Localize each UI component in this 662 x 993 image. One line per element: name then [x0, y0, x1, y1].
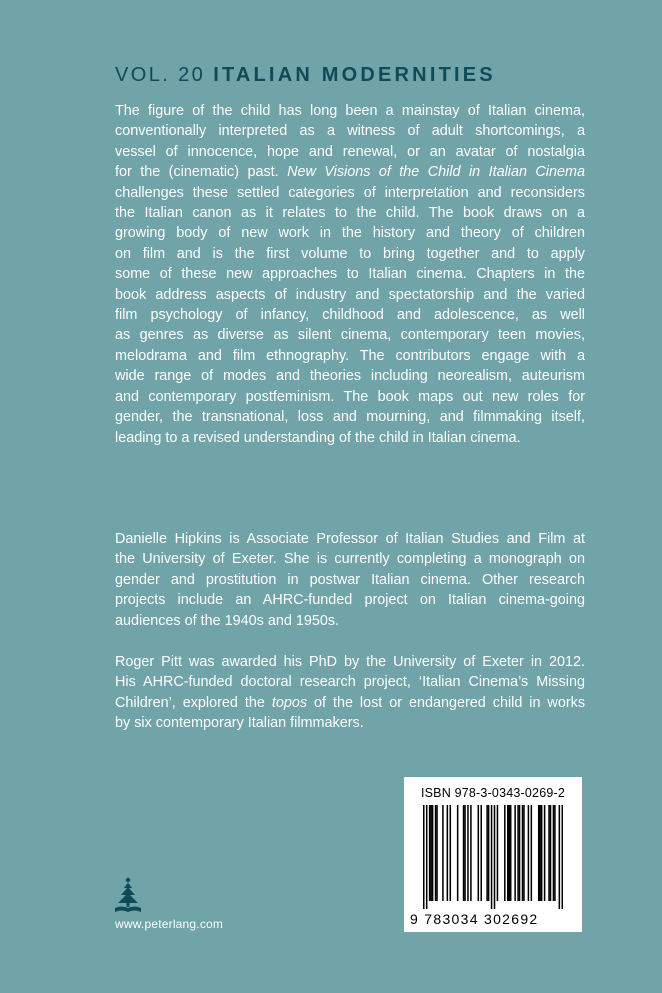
barcode-bar: [430, 805, 432, 901]
text-line: on film and is the first volume to bring together and to apply: [115, 245, 585, 262]
publisher-url: www.peterlang.com: [115, 917, 224, 931]
series-header: [115, 60, 595, 90]
text-line: and contemporary postfeminism. The book maps out new roles for: [115, 388, 585, 405]
barcode-bar: [432, 805, 434, 901]
barcode-bar: [508, 805, 510, 901]
barcode-bar: [447, 805, 449, 901]
italic-term: topos: [271, 694, 308, 711]
barcode-bar: [470, 805, 472, 901]
barcode-bar: [426, 805, 428, 909]
text-line-with-title: [115, 162, 585, 182]
barcode-bar: [531, 805, 533, 901]
text-line: leading to a revised understanding of the child in Italian cinema.: [115, 429, 521, 446]
text-line: as genres as diverse as silent cinema, contemporary teen movies,: [115, 327, 585, 344]
barcode-bar: [514, 805, 516, 901]
barcode-bar: [562, 805, 563, 909]
text-line: wide range of modes and theories including neorealism, auteurism: [115, 368, 585, 385]
barcode-bar: [464, 805, 466, 901]
barcode-bar: [523, 805, 525, 901]
text-line: some of these new approaches to Italian cinema. Chapters in the: [115, 266, 585, 283]
isbn-barcode-box: [404, 777, 582, 932]
isbn-label: ISBN 978-3-0343-0269-2: [420, 786, 566, 800]
barcode-bar: [486, 805, 488, 901]
text-line: gender and prostitution in postwar Italian cinema. Other research: [115, 571, 585, 588]
text-line: gender, the transnational, loss and mourning, and filmmaking itself,: [115, 409, 585, 426]
barcode-bar: [494, 805, 496, 909]
text-segment: of the lost or endangered child in works: [314, 694, 586, 711]
text-line: His AHRC-funded doctoral research project, ‘Italian Cinema’s Missing: [115, 674, 585, 691]
barcode-bar: [528, 805, 530, 901]
book-title: New Visions of the Child in Italian Cinema: [287, 164, 586, 181]
text-line: the Italian canon as it relates to the child. The book draws on a: [115, 205, 585, 222]
editor-bio-pitt: [115, 652, 585, 734]
text-line: the University of Exeter. She is currently completing a monograph on: [115, 551, 585, 568]
text-line: by six contemporary Italian filmmakers.: [115, 715, 364, 732]
barcode-bar: [550, 805, 552, 901]
editor-bio-hipkins: [115, 529, 585, 631]
barcode-bar: [488, 805, 490, 901]
barcode-bar: [541, 805, 543, 901]
text-line: The figure of the child has long been a mainstay of Italian cinema,: [115, 103, 585, 119]
barcode-bar: [553, 805, 555, 901]
peter-lang-logo: [113, 877, 143, 917]
barcode-bar: [491, 805, 493, 909]
text-segment: for the (cinematic) past.: [115, 164, 279, 181]
series-volume: VOL. 20: [115, 64, 206, 86]
barcode-bar: [539, 805, 541, 901]
text-line: growing body of new work in the history and theory of children: [115, 225, 585, 242]
text-line: melodrama and film ethnography. The contributors engage with a: [115, 347, 585, 364]
barcode-bar: [467, 805, 469, 901]
barcode-bar: [478, 805, 480, 901]
barcode: [423, 805, 563, 909]
barcode-bar: [548, 805, 550, 901]
barcode-bar: [463, 805, 465, 901]
barcode-bar: [538, 805, 540, 901]
barcode-bar: [450, 805, 452, 901]
barcode-bar: [522, 805, 524, 901]
barcode-bar: [554, 805, 556, 901]
text-line: audiences of the 1940s and 1950s.: [115, 612, 340, 629]
book-description: [115, 101, 585, 448]
text-line: Danielle Hipkins is Associate Professor of Italian Studies and Film at: [115, 531, 585, 547]
barcode-digits: 9 783034 302692: [410, 911, 539, 927]
text-line: Roger Pitt was awarded his PhD by the University of Exeter in 2012.: [115, 654, 585, 670]
barcode-bar: [519, 805, 521, 901]
text-line: projects include an AHRC-funded project on Italian cinema-going: [115, 592, 585, 609]
text-line: film psychology of infancy, childhood and adolescence, as well: [115, 307, 585, 324]
barcode-bar: [497, 805, 499, 901]
barcode-bar: [507, 805, 509, 901]
text-line: book address aspects of industry and spectatorship and the varied: [115, 286, 585, 303]
text-line: vessel of innocence, hope and renewal, or an avatar of nostalgia: [115, 143, 585, 160]
barcode-bar: [436, 805, 438, 901]
text-line: challenges these settled categories of interpretation and reconsiders: [115, 184, 585, 201]
barcode-bar: [442, 805, 444, 901]
text-segment: Children’, explored the: [115, 694, 265, 711]
barcode-bar: [429, 805, 431, 901]
barcode-bar: [423, 805, 425, 909]
barcode-bar: [510, 805, 512, 901]
barcode-bar: [480, 805, 482, 901]
barcode-bar: [559, 805, 561, 909]
series-name: ITALIAN MODERNITIES: [213, 64, 496, 86]
barcode-bar: [504, 805, 506, 901]
text-line-with-italic: [115, 693, 585, 713]
barcode-bar: [435, 805, 437, 901]
text-line: conventionally interpreted as a witness of adult shortcomings, a: [115, 123, 585, 140]
barcode-bar: [544, 805, 546, 901]
barcode-bar: [517, 805, 519, 901]
barcode-bar: [457, 805, 459, 901]
